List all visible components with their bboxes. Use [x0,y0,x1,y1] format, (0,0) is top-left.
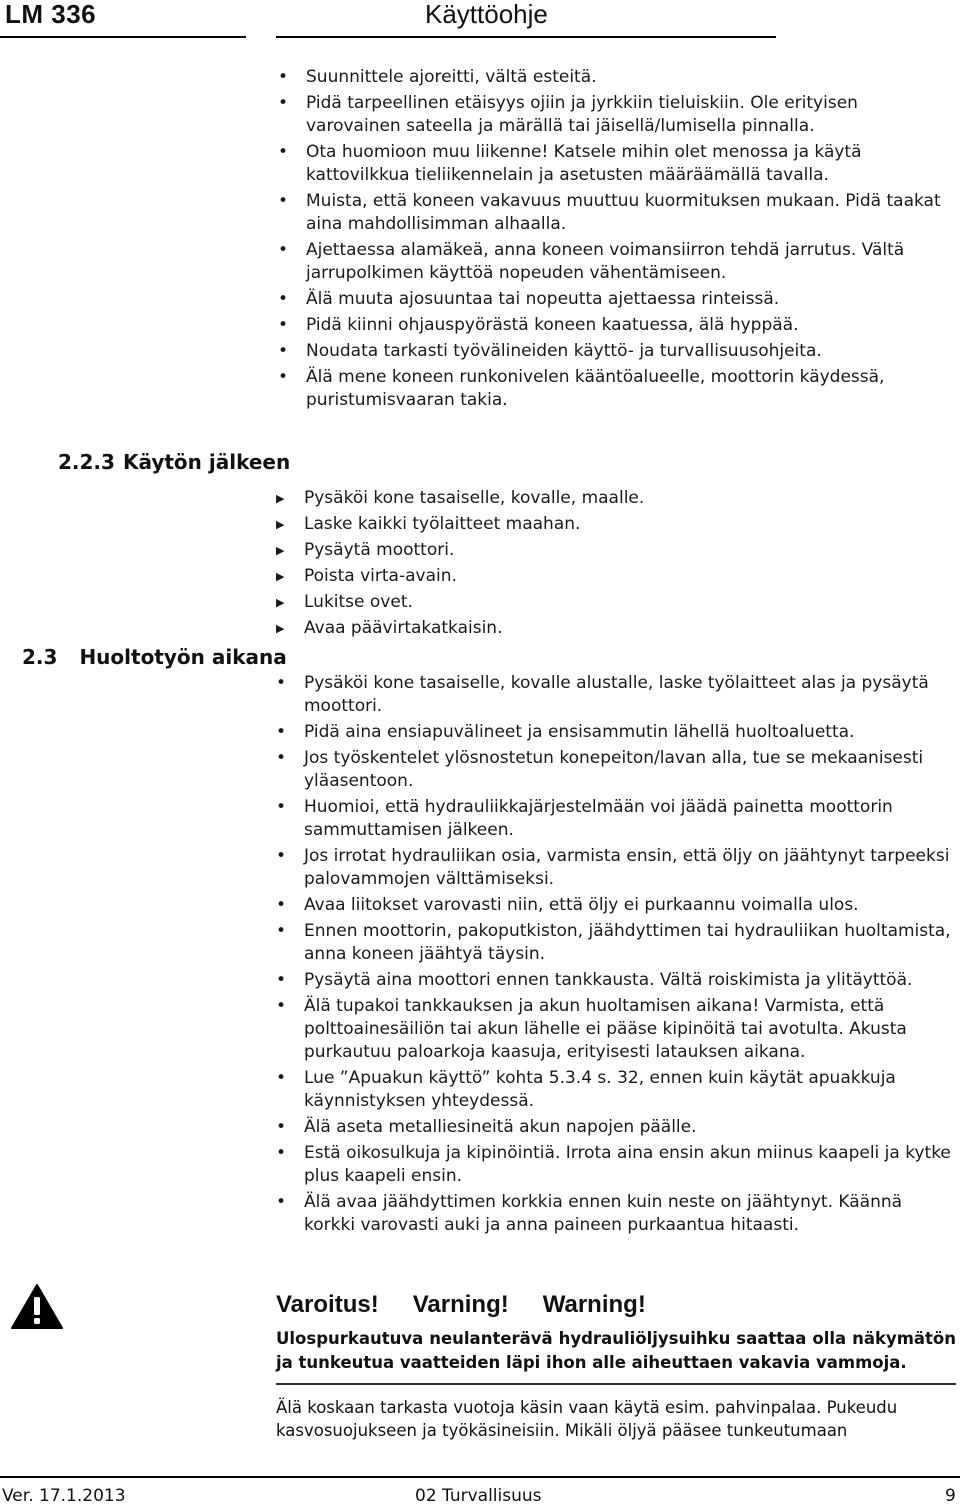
warning-title-fi: Varoitus! [276,1291,379,1318]
list-item: ▶ Laske kaikki työlaitteet maahan. [276,513,956,536]
list-item: ▶ Avaa päävirtakatkaisin. [276,617,956,640]
warning-paragraph: Älä koskaan tarkasta vuotoja käsin vaan käytä esim. pahvinpalaa. Pukeudu kasvosuojukseen ja työkäsineisiin. Mikäli öljyä pääsee tunkeutumaan [276,1398,898,1440]
list-item: • Noudata tarkasti työvälineiden käyttö- ja turvallisuusohjeita. [278,340,958,363]
list-item: • Älä avaa jäähdyttimen korkkia ennen kuin neste on jäähtynyt. Käännä korkki varovasti auki ja anna paineen purkaantua hitaasti. [276,1191,956,1237]
warning-title-sv: Varning! [412,1291,509,1318]
list-item: • Suunnittele ajoreitti, vältä esteitä. [278,66,958,89]
list-item: • Pysäytä aina moottori ennen tankkausta. Vältä roiskimista ja ylitäyttöä. [276,969,956,992]
list-item: • Ennen moottorin, pakoputkiston, jäähdyttimen tai hydrauliikan huoltamista, anna koneen jäähtyä täysin. [276,920,956,966]
list-item: • Avaa liitokset varovasti niin, että öljy ei purkaannu voimalla ulos. [276,894,956,917]
section-number: 2.2.3 [58,450,115,474]
warning-divider [276,1383,956,1385]
footer-rule [0,1476,960,1478]
list-item: • Älä mene koneen runkonivelen kääntöalueelle, moottorin käydessä, puristumisvaaran takia. [278,366,958,412]
list-item: ▶ Lukitse ovet. [276,591,956,614]
footer-version: Ver. 17.1.2013 [2,1486,126,1506]
section-title: Käytön jälkeen [122,450,291,474]
section-heading-maintenance [22,645,287,669]
list-item: • Älä aseta metalliesineitä akun napojen päälle. [276,1116,956,1139]
header-rule-left [0,36,246,38]
warning-triangle-icon [10,1283,64,1331]
warning-titles [276,1290,646,1320]
list-item: • Pysäköi kone tasaiselle, kovalle alustalle, laske työlaitteet alas ja pysäytä moottori. [276,672,956,718]
warning-bold-text: Ulospurkautuva neulanterävä hydrauliöljysuihku saattaa olla näkymätön ja tunkeutua vaatteiden läpi ihon alle aiheuttaen vakavia vammoja. [276,1329,956,1372]
list-item: • Jos irrotat hydrauliikan osia, varmista ensin, että öljy on jäähtynyt tarpeeksi palovammojen välttämiseksi. [276,845,956,891]
header-rule-right [276,36,776,38]
list-item: • Älä tupakoi tankkauksen ja akun huoltamisen aikana! Varmista, että polttoainesäiliön tai akun lähelle ei pääse kipinöitä tai avotulta. Akusta purkautuu paloarkoja kaasuja, erityisesti latauksen aikana. [276,995,956,1064]
list-item: • Pidä kiinni ohjauspyörästä koneen kaatuessa, älä hyppää. [278,314,958,337]
list-item: • Huomioi, että hydrauliikkajärjestelmään voi jäädä painetta moottorin sammuttamisen jälkeen. [276,796,956,842]
driving-safety-list [278,66,958,415]
section-heading-after-use [58,450,290,474]
list-item: ▶ Poista virta-avain. [276,565,956,588]
list-item: • Pidä tarpeellinen etäisyys ojiin ja jyrkkiin tieluiskiin. Ole erityisen varovainen sateella ja märällä tai jäisellä/lumisella pinnalla. [278,92,958,138]
section-title: Huoltotyön aikana [79,645,287,669]
list-item: • Ota huomioon muu liikenne! Katsele mihin olet menossa ja käytä kattovilkkua tieliikennelain ja asetusten määräämällä tavalla. [278,141,958,187]
footer-page-number: 9 [945,1486,956,1506]
list-item: • Muista, että koneen vakavuus muuttuu kuormituksen mukaan. Pidä taakat aina mahdollisimman alhaalla. [278,190,958,236]
list-item: • Älä muuta ajosuuntaa tai nopeutta ajettaessa rinteissä. [278,288,958,311]
document-title: Käyttöohje [425,0,548,29]
list-item: • Pidä aina ensiapuvälineet ja ensisammutin lähellä huoltoaluetta. [276,721,956,744]
list-item: • Lue ”Apuakun käyttö” kohta 5.3.4 s. 32, ennen kuin käytät apuakkuja käynnistyksen yhteydessä. [276,1067,956,1113]
list-item: ▶ Pysäköi kone tasaiselle, kovalle, maalle. [276,487,956,510]
list-item: • Estä oikosulkuja ja kipinöintiä. Irrota aina ensin akun miinus kaapeli ja kytke plus kaapeli ensin. [276,1142,956,1188]
maintenance-safety-list [276,672,956,1240]
document-model: LM 336 [5,0,97,29]
section-number: 2.3 [22,645,58,669]
footer-section: 02 Turvallisuus [415,1486,542,1506]
list-item: • Ajettaessa alamäkeä, anna koneen voimansiirron tehdä jarrutus. Vältä jarrupolkimen käyttöä nopeuden vähentämiseen. [278,239,958,285]
warning-title-en: Warning! [542,1291,646,1318]
list-item: • Jos työskentelet ylösnostetun konepeiton/lavan alla, tue se mekaanisesti yläasentoon. [276,747,956,793]
after-use-steps-list [276,487,956,643]
list-item: ▶ Pysäytä moottori. [276,539,956,562]
